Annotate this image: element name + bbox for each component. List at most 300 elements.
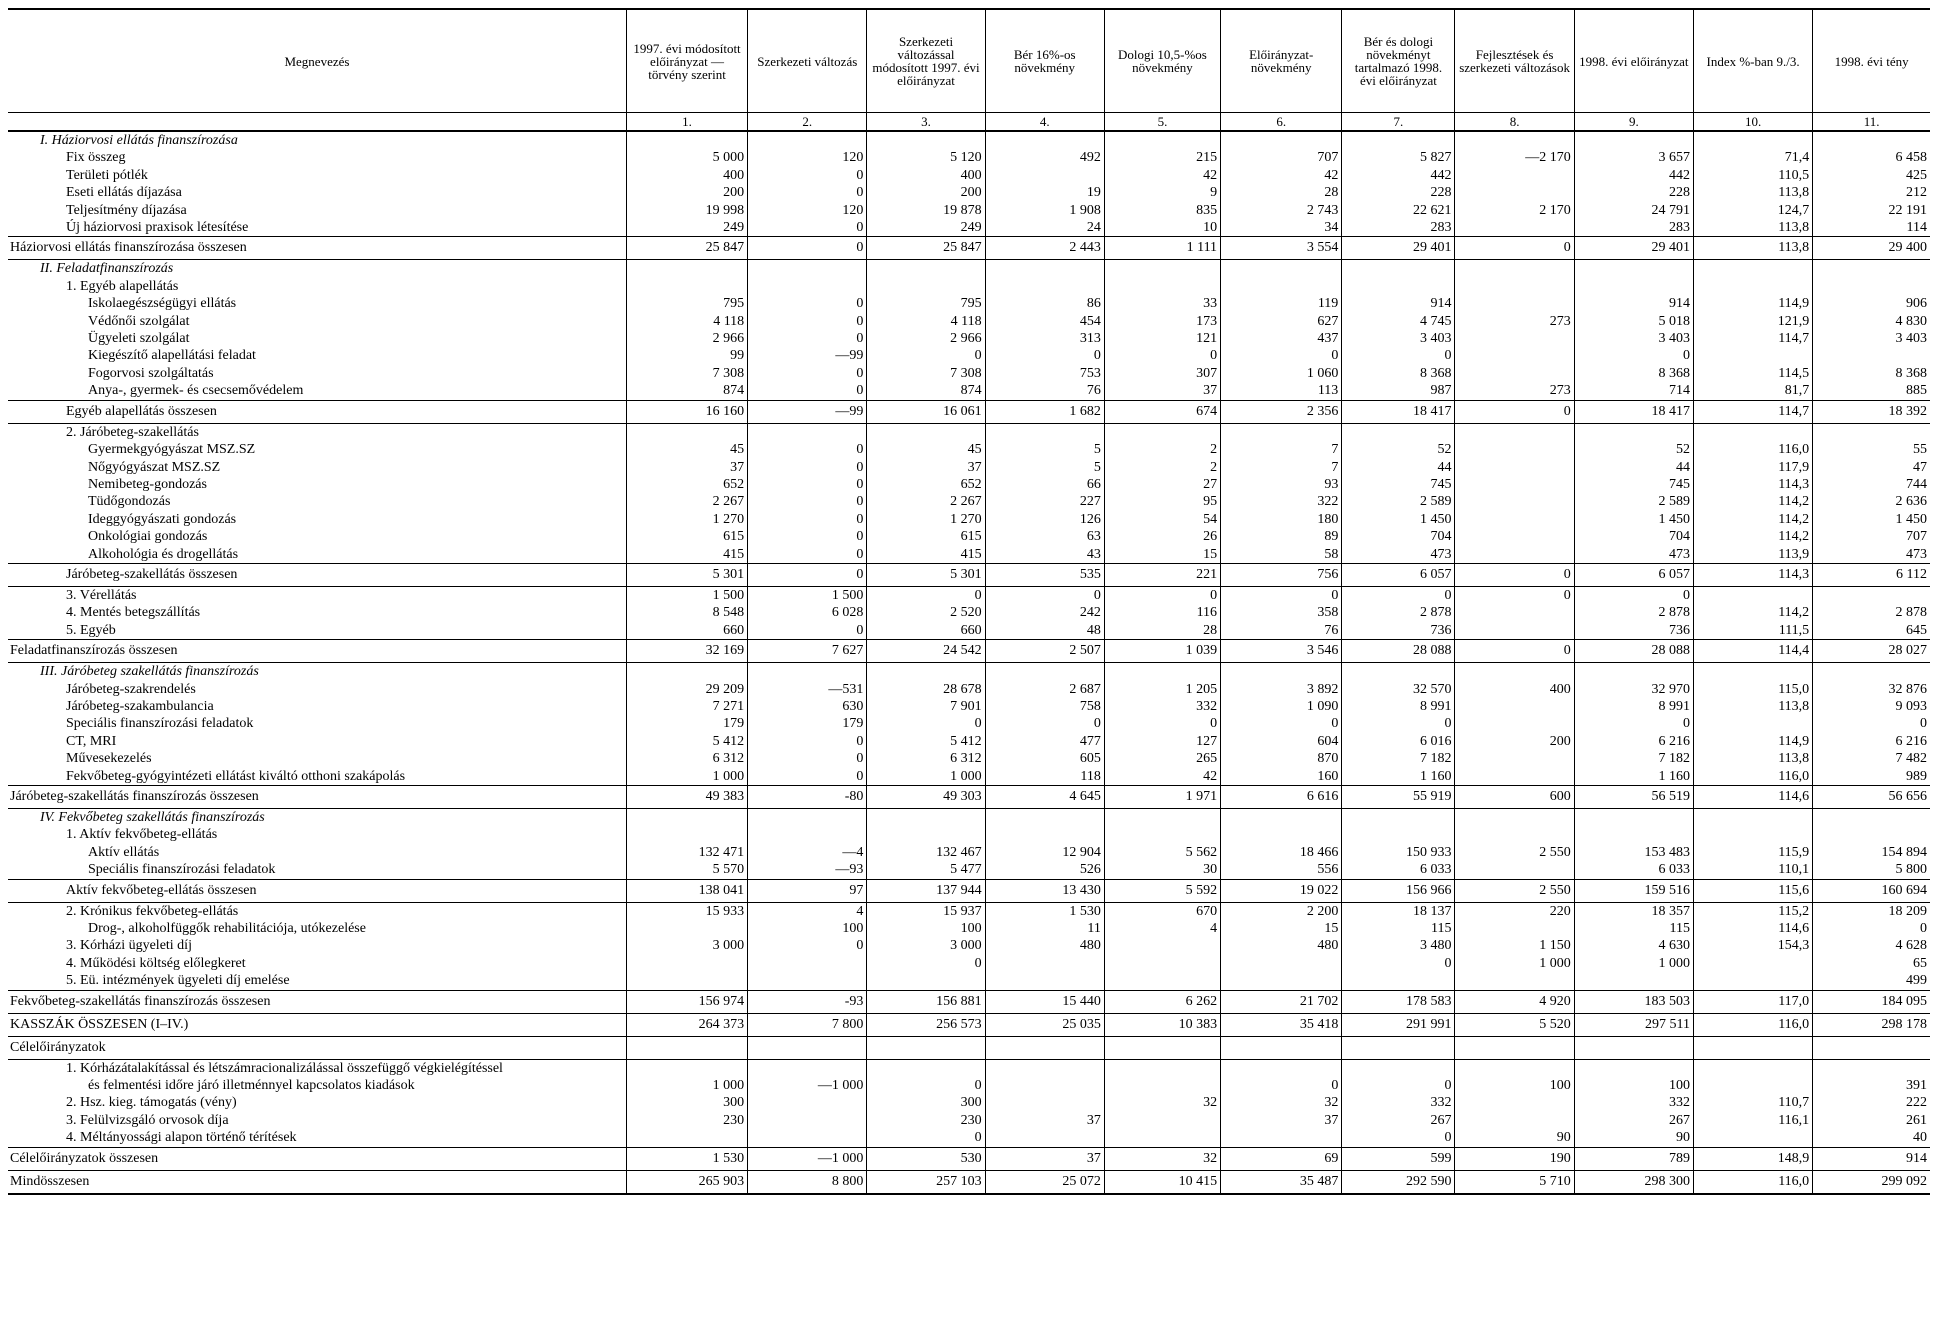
cell-value: 0 xyxy=(1813,715,1930,732)
cell-value: 121,9 xyxy=(1693,313,1812,330)
table-row xyxy=(8,861,1930,879)
cell-value xyxy=(1574,278,1693,295)
cell-value xyxy=(985,663,1104,681)
cell-value: 180 xyxy=(1221,511,1342,528)
cell-value: 190 xyxy=(1455,1147,1574,1170)
cell-value xyxy=(1693,955,1812,972)
cell-value: 0 xyxy=(748,167,867,184)
cell-value: 0 xyxy=(748,528,867,545)
cell-value xyxy=(1104,937,1220,954)
cell-value xyxy=(1455,528,1574,545)
cell-value xyxy=(1221,1129,1342,1147)
cell-value: 93 xyxy=(1221,476,1342,493)
cell-value xyxy=(1813,1036,1930,1059)
cell-value: 0 xyxy=(1455,237,1574,260)
cell-value: 65 xyxy=(1813,955,1930,972)
cell-value: 265 903 xyxy=(626,1170,747,1194)
column-number: 6. xyxy=(1221,113,1342,132)
cell-value: 6 312 xyxy=(626,750,747,767)
cell-value xyxy=(1221,131,1342,149)
cell-value: 0 xyxy=(1342,1077,1455,1094)
cell-value: 660 xyxy=(626,622,747,640)
row-label: Új háziorvosi praxisok létesítése xyxy=(66,220,249,236)
cell-value: 0 xyxy=(748,441,867,458)
cell-value: 32 169 xyxy=(626,640,747,663)
cell-value: 35 418 xyxy=(1221,1013,1342,1036)
cell-value: 7 627 xyxy=(748,640,867,663)
row-label: Nemibeteg-gondozás xyxy=(88,476,207,492)
cell-value xyxy=(1693,809,1812,827)
row-label: Alkohológia és drogellátás xyxy=(88,546,239,562)
cell-value: 3 554 xyxy=(1221,237,1342,260)
cell-value: 789 xyxy=(1574,1147,1693,1170)
cell-value: 5 301 xyxy=(626,563,747,586)
row-label: 2. Hsz. kieg. támogatás (vény) xyxy=(66,1095,237,1111)
cell-value: 535 xyxy=(985,563,1104,586)
cell-value: 1 000 xyxy=(626,768,747,786)
cell-value: 15 933 xyxy=(626,902,747,920)
cell-value: 299 092 xyxy=(1813,1170,1930,1194)
table-row xyxy=(8,826,1930,843)
cell-value: -93 xyxy=(748,990,867,1013)
cell-value: 19 878 xyxy=(867,202,985,219)
cell-value: 116 xyxy=(1104,604,1220,621)
cell-value: 111,5 xyxy=(1693,622,1812,640)
cell-value: 200 xyxy=(1455,733,1574,750)
cell-value xyxy=(1455,330,1574,347)
row-label: Területi pótlék xyxy=(66,167,148,183)
cell-value: 34 xyxy=(1221,219,1342,237)
cell-value: 32 xyxy=(1104,1147,1220,1170)
cell-value xyxy=(985,1059,1104,1077)
cell-value: 473 xyxy=(1813,546,1930,564)
cell-value: 37 xyxy=(867,459,985,476)
cell-value: 114,3 xyxy=(1693,563,1812,586)
cell-value: 37 xyxy=(985,1147,1104,1170)
table-row xyxy=(8,681,1930,698)
cell-value: 753 xyxy=(985,365,1104,382)
cell-value xyxy=(1221,826,1342,843)
cell-value: 32 xyxy=(1104,1094,1220,1111)
cell-value xyxy=(1693,1129,1812,1147)
cell-value xyxy=(867,423,985,441)
cell-value: 5 710 xyxy=(1455,1170,1574,1194)
cell-value: 19 998 xyxy=(626,202,747,219)
cell-value: 400 xyxy=(626,167,747,184)
cell-value: 37 xyxy=(626,459,747,476)
cell-value: 4 xyxy=(748,902,867,920)
cell-value: 100 xyxy=(748,920,867,937)
cell-value: 49 383 xyxy=(626,786,747,809)
cell-value: 0 xyxy=(748,219,867,237)
cell-value xyxy=(748,663,867,681)
cell-value xyxy=(1455,459,1574,476)
cell-value: 6 016 xyxy=(1342,733,1455,750)
cell-value xyxy=(1455,441,1574,458)
table-row xyxy=(8,1112,1930,1129)
cell-value: 10 383 xyxy=(1104,1013,1220,1036)
cell-value: 292 590 xyxy=(1342,1170,1455,1194)
table-header xyxy=(8,9,1930,131)
cell-value: 1 270 xyxy=(867,511,985,528)
cell-value: 90 xyxy=(1455,1129,1574,1147)
cell-value xyxy=(1455,546,1574,564)
cell-value xyxy=(1693,826,1812,843)
cell-value: 249 xyxy=(626,219,747,237)
cell-value: 660 xyxy=(867,622,985,640)
cell-value xyxy=(1455,476,1574,493)
cell-value: 115 xyxy=(1574,920,1693,937)
cell-value: 178 583 xyxy=(1342,990,1455,1013)
cell-value xyxy=(626,1036,747,1059)
cell-value xyxy=(1455,131,1574,149)
cell-value: 42 xyxy=(1221,167,1342,184)
cell-value: 28 088 xyxy=(1342,640,1455,663)
budget-document xyxy=(8,8,1930,1195)
cell-value: 242 xyxy=(985,604,1104,621)
cell-value: 2 687 xyxy=(985,681,1104,698)
cell-value: 4 628 xyxy=(1813,937,1930,954)
total-row xyxy=(8,563,1930,586)
cell-value: 81,7 xyxy=(1693,382,1812,400)
cell-value: 264 373 xyxy=(626,1013,747,1036)
cell-value: 707 xyxy=(1813,528,1930,545)
cell-value xyxy=(748,809,867,827)
cell-value xyxy=(1455,1036,1574,1059)
cell-value: 400 xyxy=(1455,681,1574,698)
cell-value: 113,9 xyxy=(1693,546,1812,564)
cell-value xyxy=(1455,750,1574,767)
table-row xyxy=(8,955,1930,972)
cell-value: 6 216 xyxy=(1574,733,1693,750)
cell-value: 110,1 xyxy=(1693,861,1812,879)
cell-value xyxy=(1455,663,1574,681)
column-number: 11. xyxy=(1813,113,1930,132)
cell-value: 114,7 xyxy=(1693,330,1812,347)
cell-value xyxy=(1104,809,1220,827)
cell-value xyxy=(867,826,985,843)
cell-value: 1 270 xyxy=(626,511,747,528)
row-label: 4. Működési költség előlegkeret xyxy=(66,955,246,971)
cell-value xyxy=(1342,826,1455,843)
cell-value: 29 209 xyxy=(626,681,747,698)
cell-value xyxy=(626,972,747,990)
row-label: Fekvőbeteg-gyógyintézeti ellátást kiváltó otthoni szakápolás xyxy=(66,768,406,784)
cell-value xyxy=(748,260,867,278)
cell-value xyxy=(985,278,1104,295)
cell-value: 745 xyxy=(1574,476,1693,493)
cell-value: 300 xyxy=(626,1094,747,1111)
row-label: 2. Járóbeteg-szakellátás xyxy=(66,424,199,440)
table-row xyxy=(8,295,1930,312)
cell-value: 69 xyxy=(1221,1147,1342,1170)
cell-value: 113,8 xyxy=(1693,237,1812,260)
cell-value: 0 xyxy=(1455,563,1574,586)
cell-value xyxy=(1813,423,1930,441)
cell-value: 2 356 xyxy=(1221,400,1342,423)
cell-value: 6 216 xyxy=(1813,733,1930,750)
cell-value: 307 xyxy=(1104,365,1220,382)
column-number: 5. xyxy=(1104,113,1220,132)
cell-value: 627 xyxy=(1221,313,1342,330)
cell-value: 0 xyxy=(748,563,867,586)
cell-value: 8 800 xyxy=(748,1170,867,1194)
cell-value: 630 xyxy=(748,698,867,715)
cell-value: 3 657 xyxy=(1574,149,1693,166)
column-header: Előirányzat-növekmény xyxy=(1221,9,1342,113)
cell-value: 0 xyxy=(748,382,867,400)
cell-value xyxy=(1693,423,1812,441)
cell-value: 914 xyxy=(1813,1147,1930,1170)
cell-value xyxy=(1104,1112,1220,1129)
cell-value xyxy=(1455,809,1574,827)
cell-value: 0 xyxy=(1574,586,1693,604)
row-label: CT, MRI xyxy=(66,733,117,749)
cell-value: 32 xyxy=(1221,1094,1342,1111)
row-label: Mindösszesen xyxy=(8,1170,626,1194)
cell-value: 615 xyxy=(867,528,985,545)
cell-value: 58 xyxy=(1221,546,1342,564)
cell-value: 63 xyxy=(985,528,1104,545)
cell-value: 114 xyxy=(1813,219,1930,237)
cell-value: 29 400 xyxy=(1813,237,1930,260)
section-row xyxy=(8,809,1930,827)
cell-value: 670 xyxy=(1104,902,1220,920)
cell-value xyxy=(626,663,747,681)
table-row xyxy=(8,459,1930,476)
cell-value xyxy=(748,955,867,972)
row-label: Védőnői szolgálat xyxy=(88,313,190,329)
row-label: és felmentési időre járó illetménnyel kapcsolatos kiadások xyxy=(88,1078,415,1094)
cell-value: 100 xyxy=(1455,1077,1574,1094)
row-label: Fekvőbeteg-szakellátás finanszírozás összesen xyxy=(8,990,626,1013)
cell-value: 1 530 xyxy=(626,1147,747,1170)
cell-value xyxy=(1455,826,1574,843)
cell-value xyxy=(867,1036,985,1059)
total-row xyxy=(8,400,1930,423)
cell-value: -80 xyxy=(748,786,867,809)
cell-value xyxy=(1574,260,1693,278)
cell-value: 52 xyxy=(1574,441,1693,458)
cell-value: 28 xyxy=(1104,622,1220,640)
row-label: Háziorvosi ellátás finanszírozása összesen xyxy=(8,237,626,260)
cell-value: 3 000 xyxy=(626,937,747,954)
cell-value: 18 209 xyxy=(1813,902,1930,920)
row-label: 2. Krónikus fekvőbeteg-ellátás xyxy=(66,903,239,919)
cell-value: 24 791 xyxy=(1574,202,1693,219)
cell-value: 156 881 xyxy=(867,990,985,1013)
cell-value: 113 xyxy=(1221,382,1342,400)
cell-value: 7 xyxy=(1221,459,1342,476)
cell-value: 914 xyxy=(1574,295,1693,312)
cell-value: 0 xyxy=(867,1077,985,1094)
cell-value: 707 xyxy=(1221,149,1342,166)
cell-value: 35 487 xyxy=(1221,1170,1342,1194)
cell-value xyxy=(1221,1059,1342,1077)
cell-value: 492 xyxy=(985,149,1104,166)
cell-value: 1 000 xyxy=(1455,955,1574,972)
cell-value xyxy=(1104,955,1220,972)
cell-value xyxy=(1455,219,1574,237)
cell-value: 300 xyxy=(867,1094,985,1111)
cell-value: 55 xyxy=(1813,441,1930,458)
cell-value: 1 450 xyxy=(1574,511,1693,528)
total-row xyxy=(8,1013,1930,1036)
cell-value xyxy=(1342,278,1455,295)
row-label: Anya-, gyermek- és csecsemővédelem xyxy=(88,383,304,399)
table-row xyxy=(8,622,1930,640)
cell-value: 0 xyxy=(748,733,867,750)
cell-value xyxy=(626,423,747,441)
cell-value: 5 000 xyxy=(626,149,747,166)
cell-value: 2 589 xyxy=(1342,493,1455,510)
table-row xyxy=(8,902,1930,920)
cell-value: 150 933 xyxy=(1342,844,1455,861)
cell-value xyxy=(1342,423,1455,441)
cell-value xyxy=(748,826,867,843)
cell-value xyxy=(985,1129,1104,1147)
cell-value: —1 000 xyxy=(748,1147,867,1170)
cell-value: 19 xyxy=(985,184,1104,201)
cell-value: 44 xyxy=(1342,459,1455,476)
cell-value xyxy=(1455,861,1574,879)
cell-value xyxy=(867,1059,985,1077)
cell-value xyxy=(626,131,747,149)
cell-value: 6 458 xyxy=(1813,149,1930,166)
cell-value: 874 xyxy=(867,382,985,400)
cell-value: 228 xyxy=(1574,184,1693,201)
cell-value xyxy=(1221,809,1342,827)
cell-value: 0 xyxy=(1342,586,1455,604)
cell-value xyxy=(748,1036,867,1059)
row-label: Gyermekgyógyászat MSZ.SZ xyxy=(88,442,256,458)
cell-value: 113,8 xyxy=(1693,698,1812,715)
cell-value: 556 xyxy=(1221,861,1342,879)
cell-value: 113,8 xyxy=(1693,184,1812,201)
cell-value: 530 xyxy=(867,1147,985,1170)
row-label: 3. Vérellátás xyxy=(66,587,137,603)
cell-value: 54 xyxy=(1104,511,1220,528)
cell-value: 0 xyxy=(1221,347,1342,364)
cell-value: 44 xyxy=(1574,459,1693,476)
cell-value: 0 xyxy=(1455,400,1574,423)
cell-value: 42 xyxy=(1104,768,1220,786)
cell-value xyxy=(867,260,985,278)
row-label: Eseti ellátás díjazása xyxy=(66,185,182,201)
cell-value: 885 xyxy=(1813,382,1930,400)
cell-value: 1 908 xyxy=(985,202,1104,219)
cell-value xyxy=(867,131,985,149)
cell-value: —99 xyxy=(748,347,867,364)
cell-value: 0 xyxy=(1574,715,1693,732)
row-label: IV. Fekvőbeteg szakellátás finanszírozás xyxy=(40,810,265,825)
cell-value: 0 xyxy=(748,622,867,640)
cell-value: 5 562 xyxy=(1104,844,1220,861)
table-row xyxy=(8,330,1930,347)
cell-value: 2 966 xyxy=(626,330,747,347)
cell-value xyxy=(1455,511,1574,528)
column-header: 1998. évi tény xyxy=(1813,9,1930,113)
row-label: Drog-, alkoholfüggők rehabilitációja, utókezelése xyxy=(88,921,366,937)
cell-value xyxy=(748,278,867,295)
cell-value xyxy=(1455,972,1574,990)
cell-value: 2 636 xyxy=(1813,493,1930,510)
cell-value xyxy=(748,1059,867,1077)
cell-value: 76 xyxy=(985,382,1104,400)
cell-value: 2 443 xyxy=(985,237,1104,260)
cell-value: 391 xyxy=(1813,1077,1930,1094)
cell-value: 1 000 xyxy=(867,768,985,786)
cell-value: 8 991 xyxy=(1342,698,1455,715)
cell-value xyxy=(867,972,985,990)
cell-value xyxy=(626,955,747,972)
cell-value: 4 xyxy=(1104,920,1220,937)
cell-value xyxy=(1813,131,1930,149)
cell-value: 228 xyxy=(1342,184,1455,201)
cell-value: 437 xyxy=(1221,330,1342,347)
cell-value xyxy=(1455,604,1574,621)
table-row xyxy=(8,441,1930,458)
cell-value: 76 xyxy=(1221,622,1342,640)
column-number: 7. xyxy=(1342,113,1455,132)
cell-value: 7 901 xyxy=(867,698,985,715)
row-label: Tüdőgondozás xyxy=(88,494,171,510)
cell-value: 115,6 xyxy=(1693,879,1812,902)
total-row xyxy=(8,1170,1930,1194)
cell-value xyxy=(1104,972,1220,990)
cell-value xyxy=(985,972,1104,990)
cell-value: 7 182 xyxy=(1342,750,1455,767)
cell-value: 454 xyxy=(985,313,1104,330)
section-row xyxy=(8,131,1930,149)
cell-value xyxy=(1693,663,1812,681)
cell-value: 222 xyxy=(1813,1094,1930,1111)
cell-value: 0 xyxy=(985,715,1104,732)
cell-value: 5 412 xyxy=(626,733,747,750)
cell-value: 114,7 xyxy=(1693,400,1812,423)
cell-value: 652 xyxy=(867,476,985,493)
cell-value xyxy=(985,131,1104,149)
cell-value xyxy=(1455,1094,1574,1111)
cell-value: 3 480 xyxy=(1342,937,1455,954)
cell-value: 6 057 xyxy=(1342,563,1455,586)
budget-table xyxy=(8,8,1930,1195)
cell-value xyxy=(1574,1059,1693,1077)
cell-value: 114,6 xyxy=(1693,920,1812,937)
cell-value: 116,0 xyxy=(1693,768,1812,786)
cell-value xyxy=(1574,1036,1693,1059)
cell-value xyxy=(1221,423,1342,441)
row-label: Nőgyógyászat MSZ.SZ xyxy=(88,459,221,475)
cell-value: 86 xyxy=(985,295,1104,312)
total-row xyxy=(8,237,1930,260)
table-row xyxy=(8,698,1930,715)
column-header: Index %-ban 9./3. xyxy=(1693,9,1812,113)
cell-value: 291 991 xyxy=(1342,1013,1455,1036)
cell-value: 22 191 xyxy=(1813,202,1930,219)
cell-value: 9 xyxy=(1104,184,1220,201)
cell-value: 49 303 xyxy=(867,786,985,809)
cell-value: 5 827 xyxy=(1342,149,1455,166)
cell-value: 645 xyxy=(1813,622,1930,640)
cell-value: 200 xyxy=(867,184,985,201)
cell-value xyxy=(748,972,867,990)
cell-value: 0 xyxy=(985,586,1104,604)
table-row xyxy=(8,546,1930,564)
cell-value: 100 xyxy=(867,920,985,937)
cell-value: —99 xyxy=(748,400,867,423)
cell-value: 0 xyxy=(1342,715,1455,732)
